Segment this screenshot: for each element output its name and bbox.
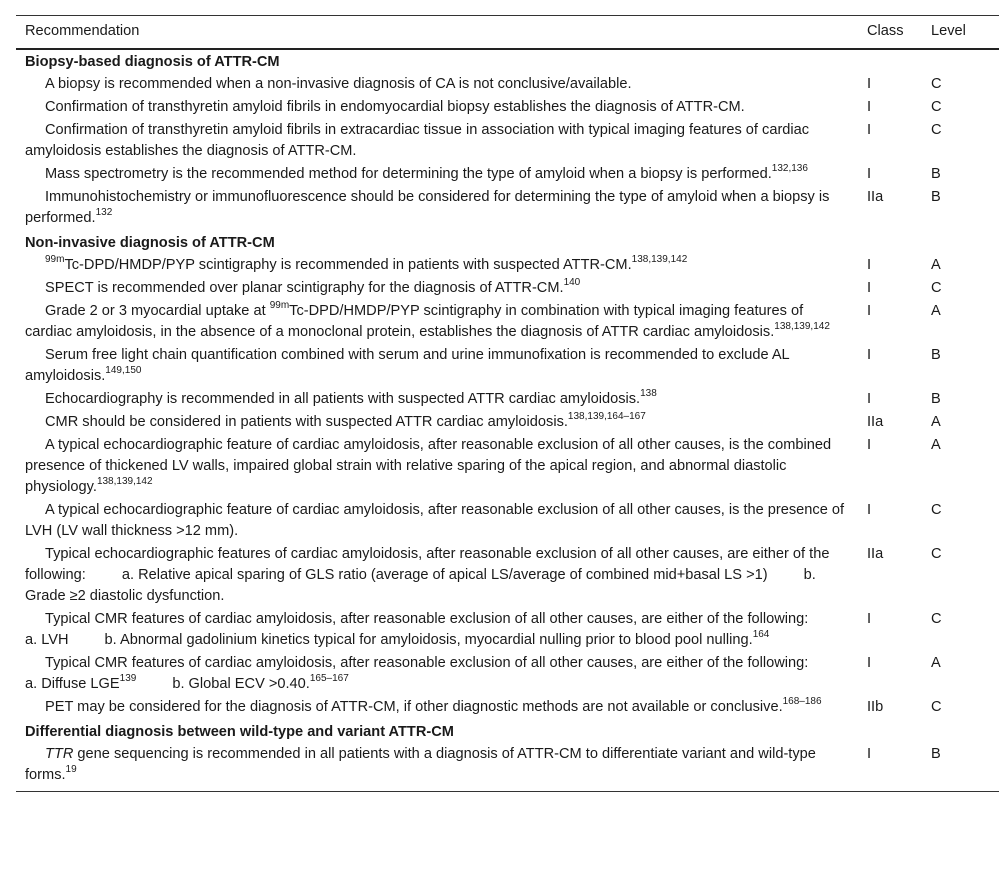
recommendation-row bbox=[16, 74, 999, 97]
recommendation-row bbox=[16, 187, 999, 231]
recommendation-segment: Tc-DPD/HMDP/PYP scintigraphy is recommended in patients with suspected ATTR-CM. bbox=[64, 257, 632, 273]
recommendation-segment: Tc-DPD/HMDP/PYP scintigraphy in combination with typical imaging features of cardiac amyloidosis, in the absence of a monoclonal protein, establishes the diagnosis of ATTR cardiac amyloidosis. bbox=[25, 303, 804, 340]
level-value: C bbox=[931, 546, 942, 562]
header-recommendation: Recommendation bbox=[25, 23, 140, 39]
class-value: IIb bbox=[867, 699, 884, 715]
reference-citation: 149,150 bbox=[105, 365, 142, 377]
recommendation-text bbox=[16, 653, 858, 697]
level-value: A bbox=[931, 437, 941, 453]
recommendations-table bbox=[16, 15, 999, 792]
recommendation-text bbox=[16, 744, 858, 792]
level-value: C bbox=[931, 122, 942, 138]
recommendation-segment: a. LVH bbox=[25, 632, 69, 648]
recommendation-segment: Grade 2 or 3 myocardial uptake at bbox=[45, 303, 270, 319]
reference-citation: 138 bbox=[640, 388, 657, 400]
recommendation-row bbox=[16, 744, 999, 792]
reference-citation: 19 bbox=[65, 764, 77, 776]
recommendation-segment: CMR should be considered in patients with suspected ATTR cardiac amyloidosis. bbox=[45, 414, 568, 430]
reference-citation: 140 bbox=[563, 277, 581, 289]
reference-citation: 99m bbox=[45, 254, 65, 266]
recommendation-segment: Mass spectrometry is the recommended method for determining the type of amyloid when a biopsy is performed. bbox=[45, 166, 772, 182]
class-value: I bbox=[867, 502, 872, 518]
section-heading-row bbox=[16, 49, 999, 74]
recommendation-row bbox=[16, 345, 999, 389]
recommendation-text bbox=[16, 435, 858, 500]
class-value: I bbox=[867, 166, 872, 182]
class-value: I bbox=[867, 122, 872, 138]
recommendation-row bbox=[16, 301, 999, 345]
recommendation-segment: A biopsy is recommended when a non-invasive diagnosis of CA is not conclusive/available. bbox=[45, 76, 632, 92]
class-value: I bbox=[867, 280, 872, 296]
recommendation-segment: b. Grade ≥2 diastolic dysfunction. bbox=[25, 567, 816, 604]
reference-citation: 139 bbox=[119, 673, 137, 685]
reference-citation: 138,139,142 bbox=[631, 254, 688, 266]
recommendation-row bbox=[16, 164, 999, 187]
recommendation-text bbox=[16, 97, 858, 120]
level-value: B bbox=[931, 391, 941, 407]
recommendation-text bbox=[16, 609, 858, 653]
level-value: B bbox=[931, 189, 941, 205]
recommendation-segment: a. Relative apical sparing of GLS ratio (average of apical LS/average of combined mid+basal LS >1) bbox=[121, 567, 768, 583]
level-value: B bbox=[931, 746, 941, 762]
class-value: I bbox=[867, 303, 872, 319]
recommendation-segment: Immunohistochemistry or immunofluorescence should be considered for determining the type of amyloid when a biopsy is performed. bbox=[25, 189, 830, 226]
class-value: I bbox=[867, 655, 872, 671]
recommendation-segment: gene sequencing is recommended in all patients with a diagnosis of ATTR-CM to differentiate variant and wild-type forms. bbox=[25, 746, 816, 783]
recommendation-segment: b. Abnormal gadolinium kinetics typical for amyloidosis, myocardial nulling prior to blood pool nulling. bbox=[104, 632, 753, 648]
level-value: C bbox=[931, 99, 942, 115]
recommendation-text bbox=[16, 255, 858, 278]
recommendation-row bbox=[16, 278, 999, 301]
header-level: Level bbox=[931, 23, 966, 39]
recommendation-text bbox=[16, 120, 858, 164]
gene-name: TTR bbox=[45, 746, 74, 762]
reference-citation: 132 bbox=[95, 207, 113, 219]
class-value: I bbox=[867, 437, 872, 453]
class-value: IIa bbox=[867, 189, 884, 205]
recommendation-segment: a. Diffuse LGE bbox=[25, 676, 120, 692]
recommendation-row bbox=[16, 697, 999, 720]
class-value: I bbox=[867, 99, 872, 115]
recommendation-row bbox=[16, 609, 999, 653]
recommendation-text bbox=[16, 187, 858, 231]
recommendation-text bbox=[16, 500, 858, 544]
reference-citation: 138,139,164–167 bbox=[567, 411, 646, 423]
recommendation-segment: Confirmation of transthyretin amyloid fibrils in endomyocardial biopsy establishes the diagnosis of ATTR-CM. bbox=[45, 99, 745, 115]
table-header-row bbox=[16, 16, 999, 50]
recommendation-text bbox=[16, 301, 858, 345]
reference-citation: 168–186 bbox=[782, 696, 822, 708]
class-value: IIa bbox=[867, 414, 884, 430]
reference-citation: 99m bbox=[269, 300, 290, 312]
reference-citation: 132,136 bbox=[771, 163, 808, 175]
recommendations-table-container bbox=[16, 15, 999, 792]
recommendation-segment: Confirmation of transthyretin amyloid fibrils in extracardiac tissue in association with typical imaging features of cardiac amyloidosis establishes the diagnosis of ATTR-CM. bbox=[25, 122, 810, 159]
recommendation-segment: PET may be considered for the diagnosis of ATTR-CM, if other diagnostic methods are not available or conclusive. bbox=[45, 699, 783, 715]
section-heading-row bbox=[16, 720, 999, 744]
class-value: I bbox=[867, 746, 872, 762]
class-value: IIa bbox=[867, 546, 884, 562]
recommendation-row bbox=[16, 120, 999, 164]
recommendation-row bbox=[16, 97, 999, 120]
recommendation-segment: SPECT is recommended over planar scintigraphy for the diagnosis of ATTR-CM. bbox=[45, 280, 564, 296]
recommendation-segment: Serum free light chain quantification combined with serum and urine immunofixation is recommended to exclude AL amyloidosis. bbox=[25, 347, 790, 384]
level-value: A bbox=[931, 655, 941, 671]
recommendation-text bbox=[16, 74, 858, 97]
level-value: C bbox=[931, 502, 942, 518]
class-value: I bbox=[867, 347, 872, 363]
recommendation-text bbox=[16, 412, 858, 435]
section-heading-row bbox=[16, 231, 999, 255]
recommendation-segment: b. Global ECV >0.40. bbox=[172, 676, 310, 692]
recommendation-text bbox=[16, 345, 858, 389]
recommendation-segment: Typical CMR features of cardiac amyloidosis, after reasonable exclusion of all other causes, are either of the following: bbox=[45, 655, 809, 671]
recommendation-row bbox=[16, 412, 999, 435]
recommendation-row bbox=[16, 544, 999, 609]
level-value: C bbox=[931, 76, 942, 92]
class-value: I bbox=[867, 391, 872, 407]
level-value: A bbox=[931, 257, 941, 273]
section-title: Differential diagnosis between wild-type and variant ATTR-CM bbox=[25, 724, 454, 740]
class-value: I bbox=[867, 76, 872, 92]
recommendation-text bbox=[16, 389, 858, 412]
recommendation-row bbox=[16, 389, 999, 412]
recommendation-row bbox=[16, 653, 999, 697]
recommendation-text bbox=[16, 278, 858, 301]
recommendation-text bbox=[16, 697, 858, 720]
class-value: I bbox=[867, 611, 872, 627]
level-value: A bbox=[931, 303, 941, 319]
level-value: C bbox=[931, 280, 942, 296]
level-value: A bbox=[931, 414, 941, 430]
recommendation-segment: Echocardiography is recommended in all patients with suspected ATTR cardiac amyloidosis. bbox=[45, 391, 641, 407]
table-body bbox=[16, 49, 999, 792]
recommendation-row bbox=[16, 255, 999, 278]
recommendation-text bbox=[16, 164, 858, 187]
recommendation-segment: Typical CMR features of cardiac amyloidosis, after reasonable exclusion of all other causes, are either of the following: bbox=[45, 611, 809, 627]
recommendation-segment: A typical echocardiographic feature of cardiac amyloidosis, after reasonable exclusion of all other causes, is the combined presence of thickened LV walls, impaired global strain with relative sparing of the apical region, and abnormal diastolic physiology. bbox=[25, 437, 832, 495]
level-value: C bbox=[931, 611, 942, 627]
section-title: Biopsy-based diagnosis of ATTR-CM bbox=[25, 54, 280, 70]
reference-citation: 165–167 bbox=[309, 673, 349, 685]
class-value: I bbox=[867, 257, 872, 273]
level-value: B bbox=[931, 347, 941, 363]
level-value: C bbox=[931, 699, 942, 715]
recommendation-row bbox=[16, 500, 999, 544]
recommendation-segment: A typical echocardiographic feature of cardiac amyloidosis, after reasonable exclusion of all other causes, is the presence of LVH (LV wall thickness >12 mm). bbox=[25, 502, 845, 539]
recommendation-text bbox=[16, 544, 858, 609]
reference-citation: 138,139,142 bbox=[96, 476, 153, 488]
recommendation-row bbox=[16, 435, 999, 500]
section-title: Non-invasive diagnosis of ATTR-CM bbox=[25, 235, 275, 251]
reference-citation: 164 bbox=[752, 629, 770, 641]
reference-citation: 138,139,142 bbox=[774, 321, 830, 333]
level-value: B bbox=[931, 166, 941, 182]
recommendation-segment: Typical echocardiographic features of cardiac amyloidosis, after reasonable exclusion of all other causes, are either of the following: bbox=[25, 546, 830, 583]
header-class: Class bbox=[867, 23, 904, 39]
